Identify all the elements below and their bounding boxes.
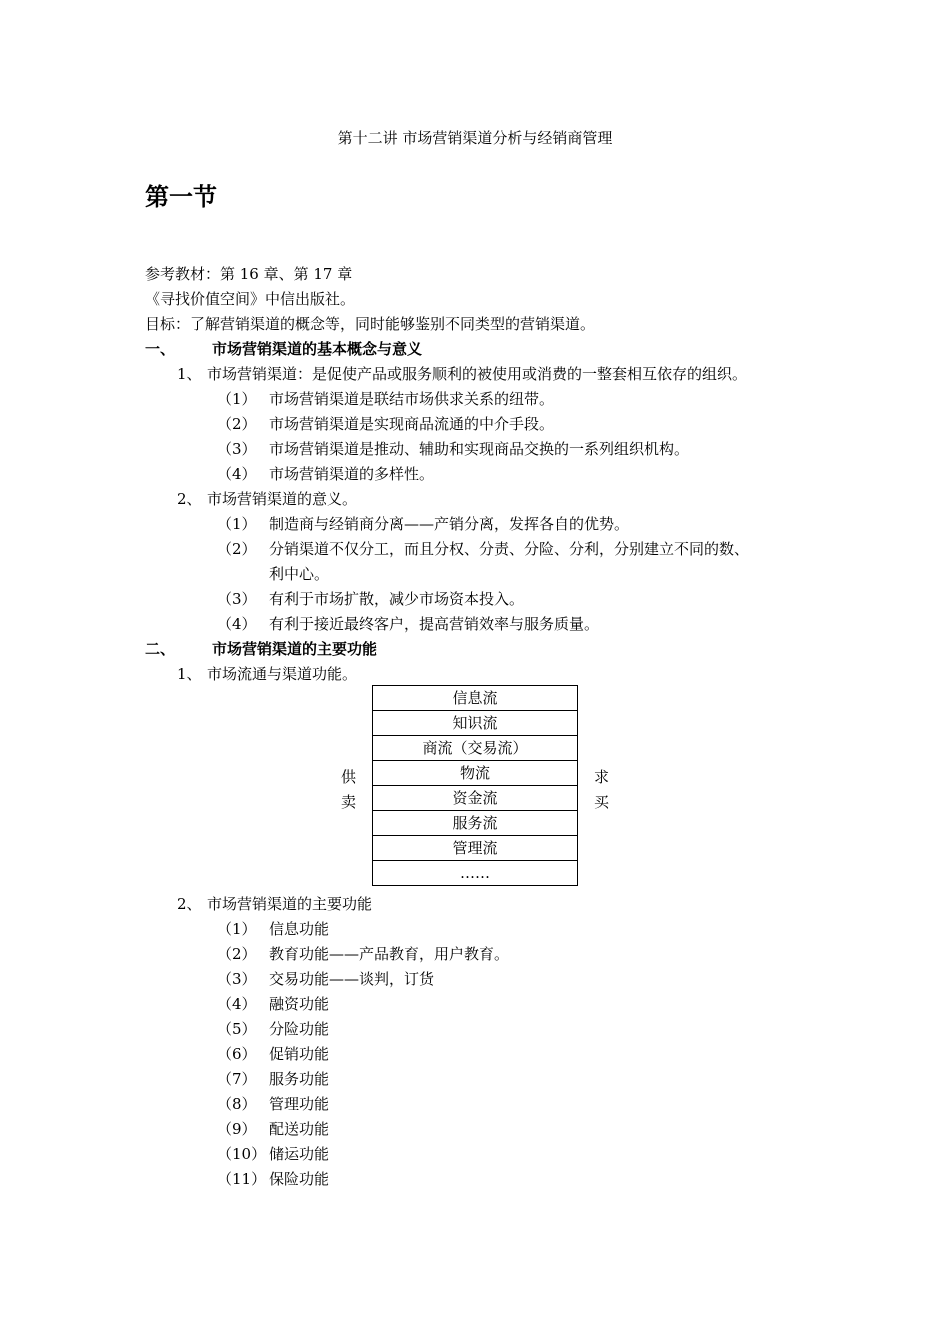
function-number: （4） [217, 995, 257, 1013]
part1-item2-sub-text-continued: 利中心。 [269, 565, 330, 583]
part1-item1-number: 1、 [177, 365, 202, 383]
flow-cell: 商流（交易流） [373, 736, 578, 761]
flow-cell: …… [373, 861, 578, 886]
part1-title: 市场营销渠道的基本概念与意义 [212, 340, 423, 358]
document-title: 第十二讲 市场营销渠道分析与经销商管理 [337, 129, 613, 147]
part1-item2-sub-number: （1） [217, 515, 257, 533]
part1-item1-sub-number: （4） [217, 465, 257, 483]
part1-item2-sub-number: （2） [217, 540, 257, 558]
book-line: 《寻找价值空间》中信出版社。 [145, 290, 356, 308]
flow-cell: 知识流 [373, 711, 578, 736]
function-number: （1） [217, 920, 257, 938]
flow-cell: 物流 [373, 761, 578, 786]
function-number: （10） [217, 1145, 267, 1163]
function-number: （5） [217, 1020, 257, 1038]
part1-item2-sub-number: （3） [217, 590, 257, 608]
flow-cell: 管理流 [373, 836, 578, 861]
function-number: （2） [217, 945, 257, 963]
function-text: 配送功能 [269, 1120, 330, 1138]
function-text: 交易功能——谈判，订货 [269, 970, 435, 988]
part2-item1-number: 1、 [177, 665, 202, 683]
flow-cell: 信息流 [373, 686, 578, 711]
function-number: （6） [217, 1045, 257, 1063]
function-text: 服务功能 [269, 1070, 330, 1088]
function-number: （8） [217, 1095, 257, 1113]
part1-item1-text: 市场营销渠道：是促使产品或服务顺利的被使用或消费的一整套相互依存的组织。 [207, 365, 748, 383]
part2-title: 市场营销渠道的主要功能 [212, 640, 378, 658]
function-number: （9） [217, 1120, 257, 1138]
function-text: 促销功能 [269, 1045, 330, 1063]
part1-item2-sub-text: 有利于市场扩散，减少市场资本投入。 [269, 590, 525, 608]
part1-item2-number: 2、 [177, 490, 202, 508]
part1-item2-sub-text: 分销渠道不仅分工，而且分权、分责、分险、分利，分别建立不同的数、 [269, 540, 750, 558]
part1-item1-sub-text: 市场营销渠道是联结市场供求关系的纽带。 [269, 390, 555, 408]
part2-item2-text: 市场营销渠道的主要功能 [207, 895, 373, 913]
function-text: 管理功能 [269, 1095, 330, 1113]
section-heading: 第一节 [145, 182, 217, 211]
part1-item2-sub-text: 制造商与经销商分离——产销分离，发挥各自的优势。 [269, 515, 630, 533]
reference-line: 参考教材：第 16 章、第 17 章 [145, 265, 353, 283]
part1-item2-sub-text: 有利于接近最终客户，提高营销效率与服务质量。 [269, 615, 600, 633]
flow-cell: 资金流 [373, 786, 578, 811]
part1-number: 一、 [145, 340, 176, 358]
flow-cell: 服务流 [373, 811, 578, 836]
part1-item1-sub-number: （2） [217, 415, 257, 433]
function-number: （7） [217, 1070, 257, 1088]
part1-item1-sub-text: 市场营销渠道是推动、辅助和实现商品交换的一系列组织机构。 [269, 440, 690, 458]
part1-item2-text: 市场营销渠道的意义。 [207, 490, 358, 508]
function-text: 储运功能 [269, 1145, 330, 1163]
part1-item1-sub-text: 市场营销渠道的多样性。 [269, 465, 435, 483]
function-text: 信息功能 [269, 920, 330, 938]
part2-item1-text: 市场流通与渠道功能。 [207, 665, 358, 683]
supply-label-char: 卖 [341, 793, 357, 811]
goal-line: 目标：了解营销渠道的概念等，同时能够鉴别不同类型的营销渠道。 [145, 315, 596, 333]
channel-flow-diagram [372, 685, 578, 886]
part1-item2-sub-number: （4） [217, 615, 257, 633]
function-text: 教育功能——产品教育，用户教育。 [269, 945, 510, 963]
part1-item1-sub-number: （3） [217, 440, 257, 458]
function-text: 保险功能 [269, 1170, 330, 1188]
function-number: （3） [217, 970, 257, 988]
part1-item1-sub-text: 市场营销渠道是实现商品流通的中介手段。 [269, 415, 555, 433]
part2-item2-number: 2、 [177, 895, 202, 913]
part2-number: 二、 [145, 640, 176, 658]
function-text: 融资功能 [269, 995, 330, 1013]
function-number: （11） [217, 1170, 267, 1188]
demand-label-char: 买 [594, 793, 610, 811]
demand-label-char: 求 [594, 768, 610, 786]
supply-label-char: 供 [341, 768, 357, 786]
function-text: 分险功能 [269, 1020, 330, 1038]
part1-item1-sub-number: （1） [217, 390, 257, 408]
